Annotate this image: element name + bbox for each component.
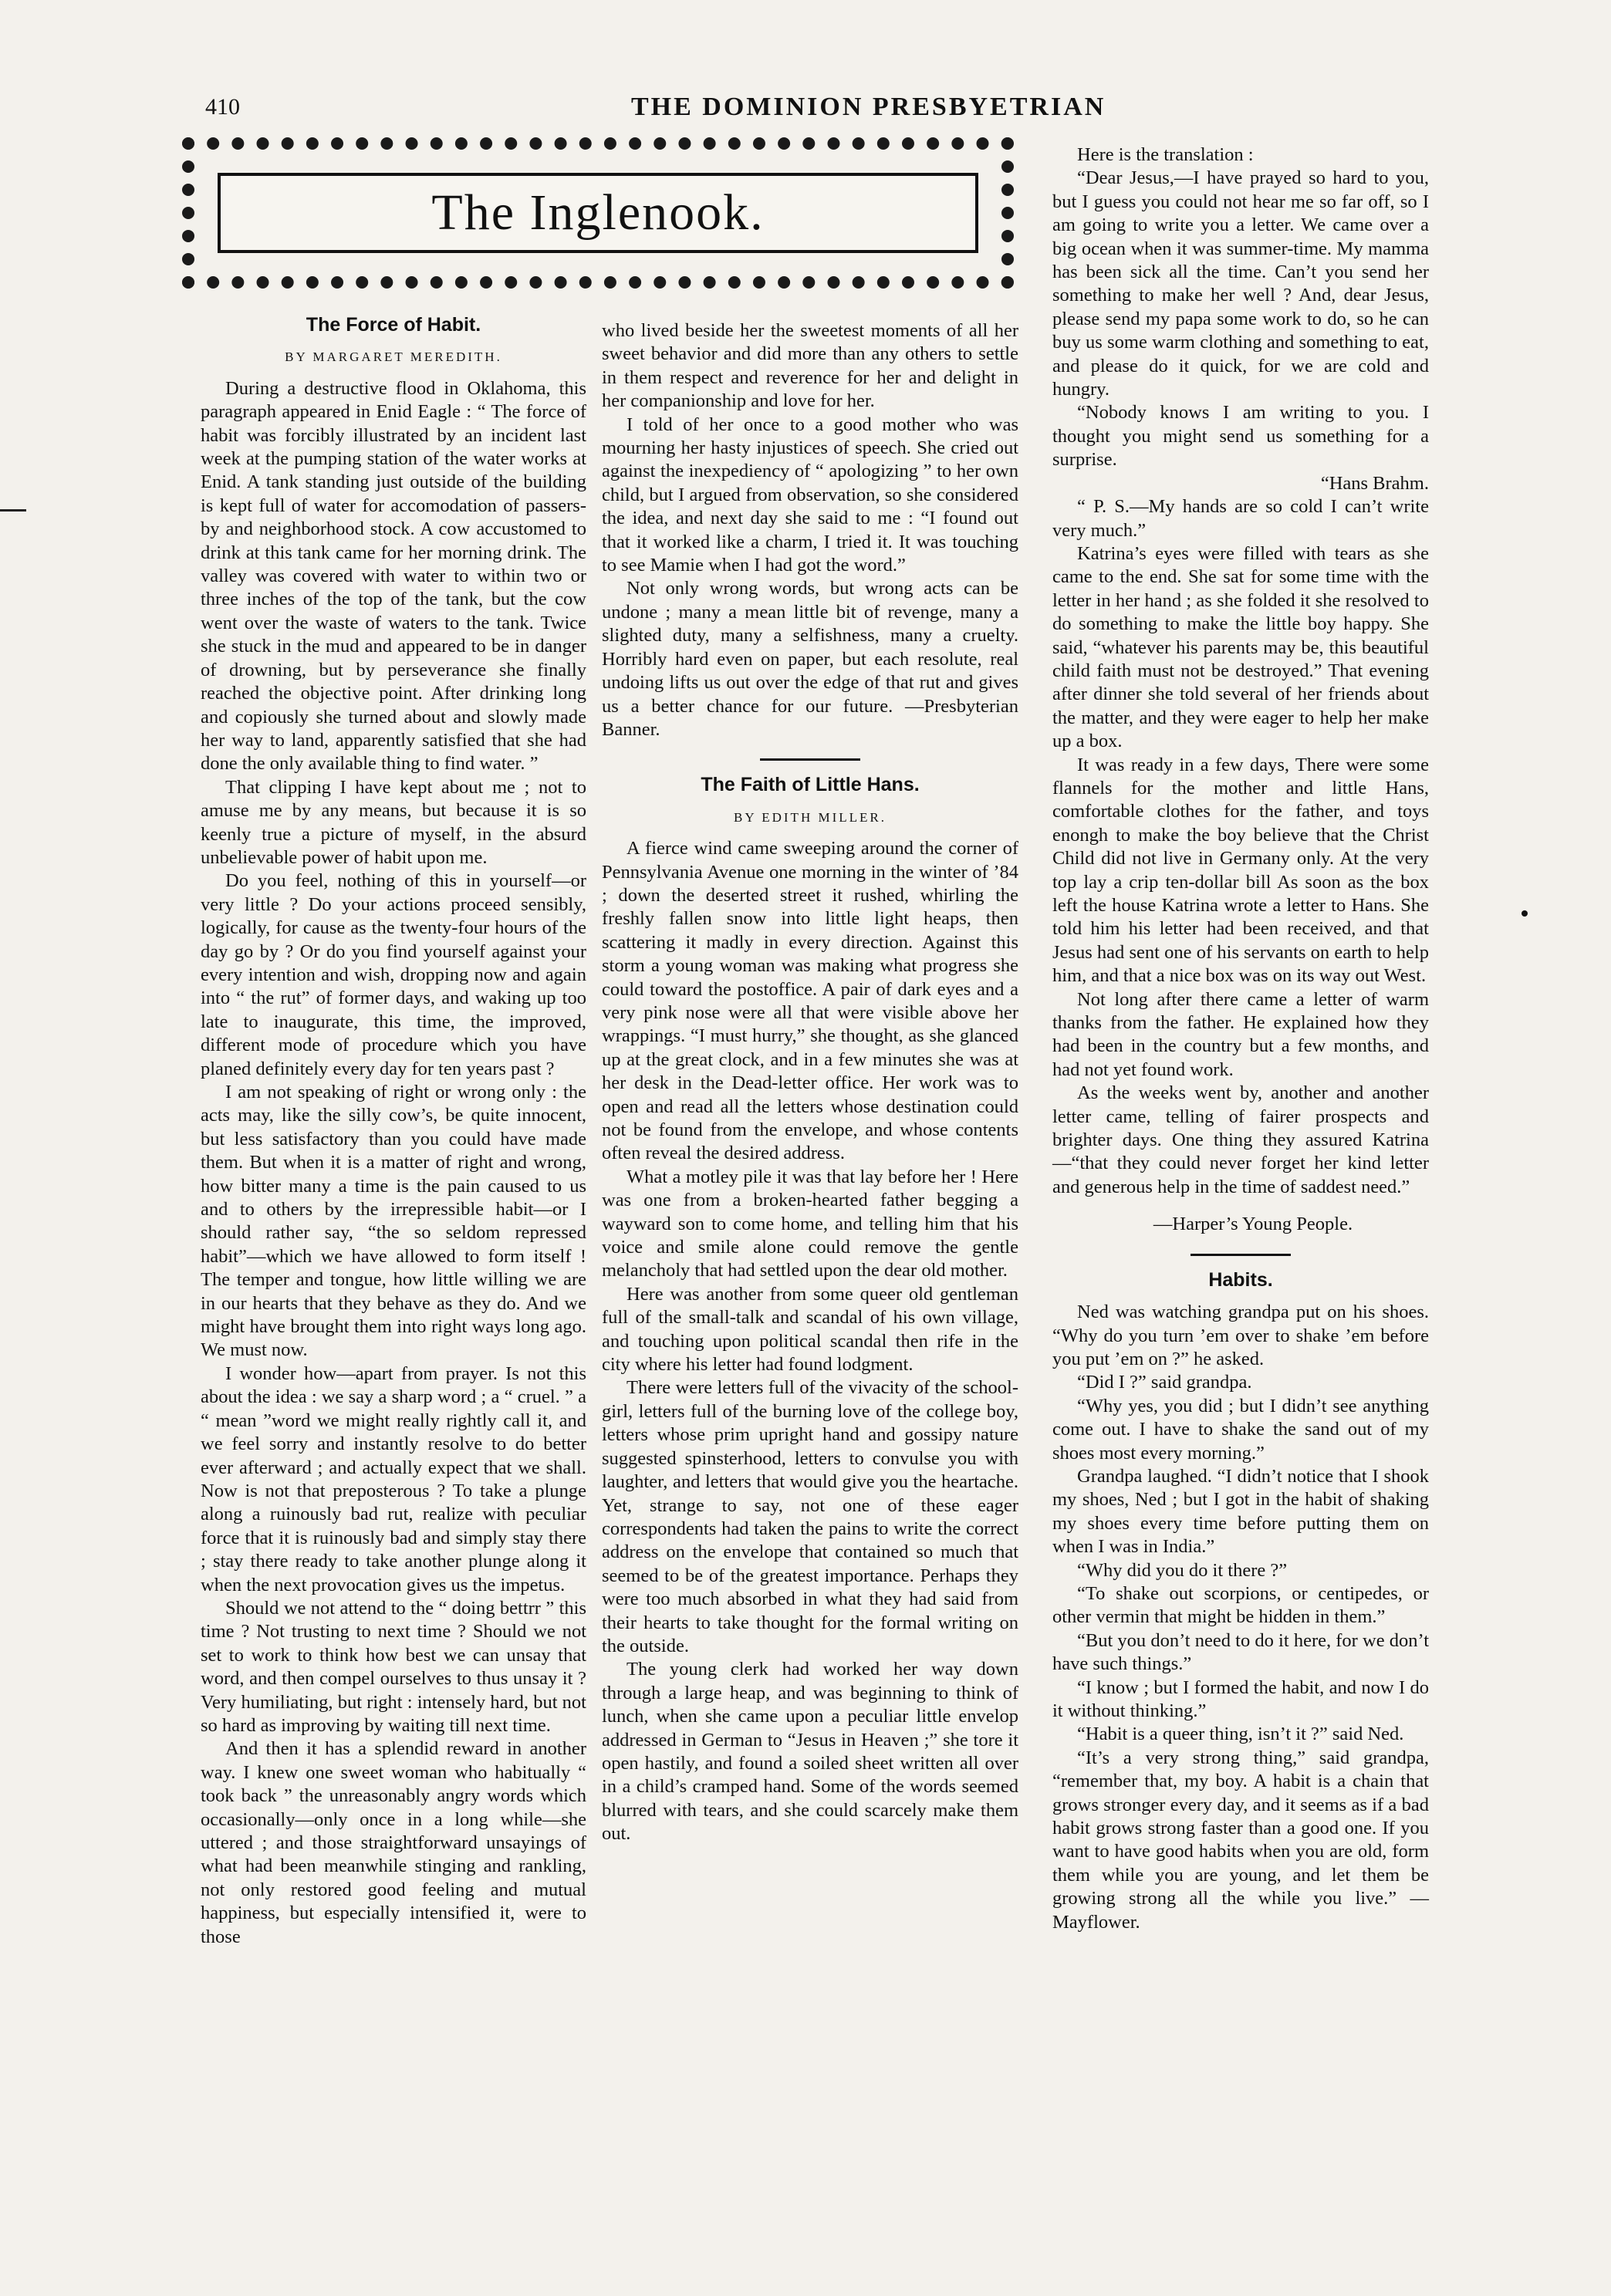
- paragraph: Katrina’s eyes were filled with tears as she came to the end. She sat for some time with the letter in her hand ; as she folded it she resolved to do something to make the little boy happy. She said, “whatever his parents may be, this beautiful child faith must not be destroyed.” That evening after dinner she told several of her friends about the matter, and they were eager to help her make up a box.: [1052, 542, 1429, 752]
- paragraph: “Why yes, you did ; but I didn’t see anything come out. I have to shake the sand out of my shoes most every morning.”: [1052, 1395, 1429, 1464]
- column-1: [201, 309, 586, 1949]
- paragraph: There were letters full of the vivacity of the school-girl, letters full of the burning love of the college boy, letters whose prim upright hand and gossipy nature suggested spinsterhood, letters to convulse you with laughter, and letters that would give you the heartache. Yet, strange to say, not one of these eager correspondents had taken the pains to write the correct address on the envelope that contained so much that seemed to be of the greatest importance. Perhaps they were too much absorbed in what they had said from their hearts to take thought for the formal writing on the outside.: [602, 1377, 1018, 1656]
- paragraph: who lived beside her the sweetest moments of all her sweet behavior and did more than any others to settle in them respect and reverence for her and delight in her companionship and love for her.: [602, 320, 1018, 412]
- paragraph: What a motley pile it was that lay before her ! Here was one from a broken-hearted father begging a wayward son to come home, and telling him that his voice and smile alone could remove the gentle melancholy that had settled upon the dear old mother.: [602, 1166, 1018, 1281]
- paragraph: Grandpa laughed. “I didn’t notice that I shook my shoes, Ned ; but I got in the habit of shaking my shoes every time before putting them on when I was in India.”: [1052, 1465, 1429, 1558]
- banner-frame: [218, 173, 978, 253]
- paragraph: It was ready in a few days, There were some flannels for the mother and little Hans, comfortable clothes for the father, and toys enongh to make the boy believe that the Christ Child did not live in Germany only. At the very top lay a crip ten-dollar bill As soon as the box left the house Katrina wrote a letter to Hans. She told him his letter had been received, and that Jesus had sent one of his servants on earth to help him, and that a nice box was on its way out West.: [1052, 754, 1429, 987]
- section-divider: [602, 758, 1018, 761]
- paragraph: “Habit is a queer thing, isn’t it ?” said Ned.: [1077, 1724, 1404, 1745]
- letter-signature: “Hans Brahm.: [1320, 472, 1429, 494]
- paragraph: “Why did you do it there ?”: [1077, 1559, 1288, 1581]
- paragraph: As the weeks went by, another and another letter came, telling of fairer prospects and brighter days. One thing they assured Katrina—“that they could never forget her kind letter and generous help in the time of saddest need.”: [1052, 1082, 1429, 1197]
- paragraph: During a destructive flood in Oklahoma, this paragraph appeared in Enid Eagle : “ The force of habit was forcibly illustrated by an incident last week at the pumping station of the water works at Enid. A tank standing just outside of the building is kept full of water for accomodation of passers-by and neighborhood stock. A cow accustomed to drink at this tank came for her morning drink. The valley was covered with water to within two or three inches of the top of the tank, but the cow went over the waste of waters to the tank. Twice she stuck in the mud and appeared to be in danger of drowning, but by perseverance she finally reached the objective point. After drinking long and copiously she turned about and slowly made her way to land, apparently satisfied that she had done the only available thing to find water. ”: [201, 377, 586, 775]
- paragraph: The young clerk had worked her way down through a large heap, and was beginning to think of lunch, when she came upon a peculiar little envelop addressed in German to “Jesus in Heaven ;” she tore it open hastily, and found a soiled sheet written all over in a child’s cramped hand. Some of the words seemed blurred with tears, and she could scarcely make them out.: [602, 1659, 1018, 1845]
- column-2: [602, 319, 1018, 1846]
- paragraph: Here is the translation :: [1077, 144, 1254, 165]
- paragraph: Do you feel, nothing of this in yourself—or very little ? Do your actions proceed sensibly, logically, for cause as the twenty-four hours of the day go by ? Or do you find yourself against your every intention and wish, dropping now and again into “ the rut” of former days, and waking up too late to inaugurate, this time, the improved, different mode of procedure which you have planed definitely every day for ten years past ?: [201, 870, 586, 1079]
- paragraph: Ned was watching grandpa put on his shoes. “Why do you turn ’em over to shake ’em before you put ’em on ?” he asked.: [1052, 1302, 1429, 1369]
- article-source: —Harper’s Young People.: [1153, 1214, 1353, 1235]
- margin-dot: [1522, 910, 1528, 917]
- paragraph: I am not speaking of right or wrong only : the acts may, like the silly cow’s, be quite innocent, but less satisfactory than you could have made them. But when it is a matter of right and wrong, how bitter many a time is the pain caused to us and to others by the irrepressible habit—or I should rather say, “the so seldom repressed habit”—which we have allowed to form itself ! The temper and tongue, how little willing we are in our hearts that they behave as they do. And we might have brought them into right ways long ago. We must now.: [201, 1082, 586, 1361]
- paragraph: Not only wrong words, but wrong acts can be undone ; many a mean little bit of revenge, many a slighted duty, many a selfishness, many a cruelty. Horribly hard even on paper, but each resolute, real undoing lifts us out over the edge of that rut and gives us a better chance for our future. —Presbyterian Banner.: [602, 578, 1018, 740]
- paragraph: “Nobody knows I am writing to you. I thought you might send us something for a surprise.: [1052, 402, 1429, 471]
- paragraph: “Dear Jesus,—I have prayed so hard to you, but I guess you could not hear me so far off, so I am going to write you a letter. We came over a big ocean when it was summer-time. My mamma has been sick all the time. Can’t you send her something to make her well ? And, dear Jesus, please send my papa some work to do, so he can buy us some warm clothing and something to eat, and please do it quick, for we are cold and hungry.: [1052, 167, 1429, 400]
- paragraph: “It’s a very strong thing,” said grandpa, “remember that, my boy. A habit is a chain that grows stronger every day, and it seems as if a bad habit grows strong faster than a good one. If you want to have good habits when you are old, form them while you are young, and let them be growing strong all the while you live.” —Mayflower.: [1052, 1747, 1429, 1933]
- paragraph: “ P. S.—My hands are so cold I can’t write very much.”: [1052, 496, 1429, 541]
- paragraph: “I know ; but I formed the habit, and now I do it without thinking.”: [1052, 1676, 1429, 1721]
- byline-little-hans: BY EDITH MILLER.: [734, 809, 887, 825]
- article-title-habits: Habits.: [1208, 1268, 1273, 1291]
- margin-mark: [0, 509, 26, 512]
- article-title-little-hans: The Faith of Little Hans.: [701, 774, 920, 796]
- paragraph: “To shake out scorpions, or centipedes, or other vermin that might be hidden in them.”: [1052, 1582, 1429, 1628]
- running-head: THE DOMINION PRESBYETRIAN: [631, 93, 1106, 121]
- page-number: 410: [205, 94, 240, 120]
- section-banner: [182, 137, 1014, 289]
- section-title: The Inglenook.: [431, 184, 765, 241]
- paragraph: Should we not attend to the “ doing bettrr ” this time ? Not trusting to next time ? Should we not set to work to think how best we can unsay that word, and then compel ourselves to thus unsay it ? Very humiliating, but right : intensely hard, but not so hard as improving by waiting till next time.: [201, 1597, 586, 1736]
- section-divider: [1052, 1254, 1429, 1256]
- article-title-force-of-habit: The Force of Habit.: [306, 314, 481, 336]
- paragraph: Here was another from some queer old gentleman full of the small-talk and scandal of his own village, and touching upon political scandal then rife in the city where his letter had found lodgment.: [602, 1283, 1018, 1376]
- paragraph: Not long after there came a letter of warm thanks from the father. He explained how they had been in the country but a few months, and had not yet found work.: [1052, 988, 1429, 1080]
- paragraph: “But you don’t need to do it here, for we don’t have such things.”: [1052, 1629, 1429, 1675]
- paragraph: That clipping I have kept about me ; not to amuse me by any means, but because it is so keenly true a picture of myself, in the absurd unbelievable power of habit upon me.: [201, 776, 586, 868]
- paragraph: “Did I ?” said grandpa.: [1077, 1372, 1252, 1393]
- paragraph: A fierce wind came sweeping around the corner of Pennsylvania Avenue one morning in the winter of ’84 ; down the deserted street it rushed, whirling the freshly fallen snow into little light heaps, then scattering it madly in every direction. Against this storm a young woman was making what progress she could toward the postoffice. A pair of dark eyes and a very pink nose were all that were visible above her wrappings. “I must hurry,” she thought, as she glanced up at the great clock, and in a few minutes she was at her desk in the Dead-letter office. Her work was to open and read all the letters whose destination could not be found from the envelope, and whose contents often reveal the desired address.: [602, 838, 1018, 1164]
- paragraph: And then it has a splendid reward in another way. I knew one sweet woman who habitually “ took back ” the unreasonably angry words which occasionally—only once in a long while—she uttered ; and those straightforward unsayings of what had been meanwhile stinging and rankling, not only restored good feeling and mutual happiness, but especially intensified it, were to those: [201, 1738, 586, 1947]
- byline-force-of-habit: BY MARGARET MEREDITH.: [285, 349, 502, 365]
- paragraph: I told of her once to a good mother who was mourning her hasty injustices of speech. She cried out against the inexpediency of “ apologizing ” to her own child, but I argued from observation, so she considered the idea, and next day she said to me : “I found out that it worked like a charm, I tried it. It was touching to see Mamie when I had got the word.”: [602, 414, 1018, 576]
- paragraph: I wonder how—apart from prayer. Is not this about the idea : we say a sharp word ; a “ cruel. ” a “ mean ”word we might really rightly call it, and we feel sorry and instantly resolve to do better ever afterward ; and actually expect that we shall. Now is not that preposterous ? To take a plunge along a ruinously bad rut, realize with peculiar force that it is ruinously bad and simply stay there ; stay there ready to take another plunge along it when the next provocation gives us the impetus.: [201, 1362, 586, 1595]
- column-3: [1052, 144, 1429, 1934]
